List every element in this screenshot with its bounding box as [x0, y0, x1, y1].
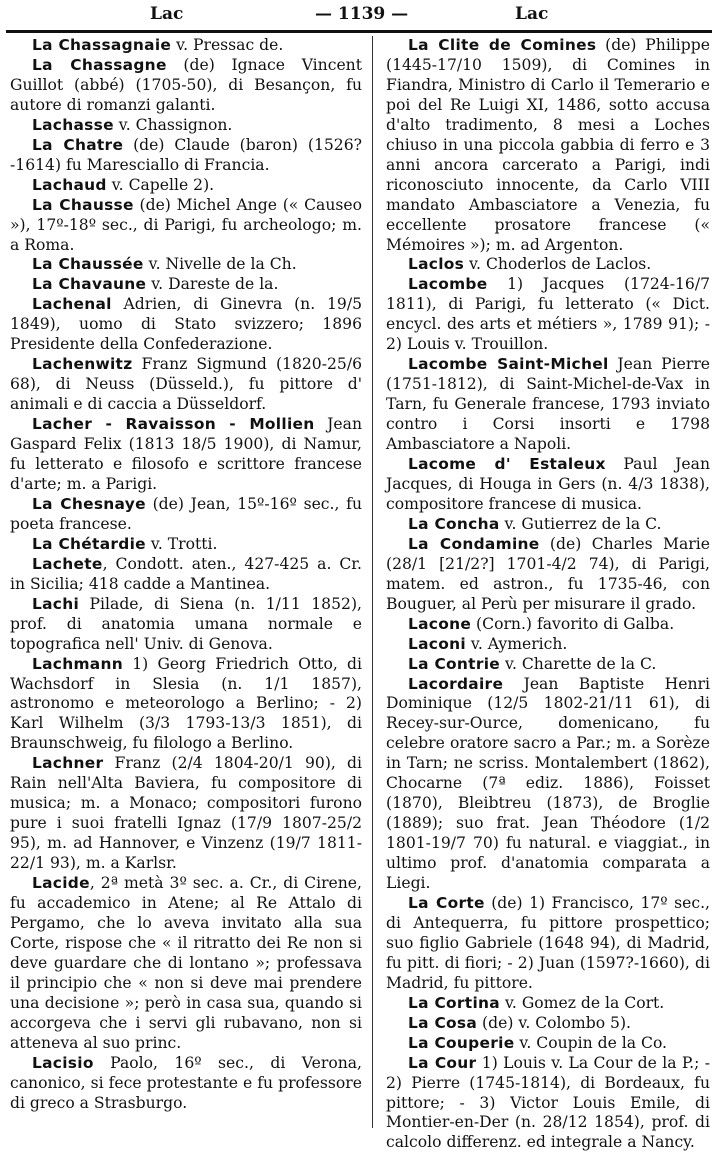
entry-text: (de) Charles Marie (28/1 [21/2?] 1701-4/2 74), di Parigi, matem. ed astron., fu 1735-46, con Bouguer, al Perù per misurare il grado. [386, 534, 710, 613]
entry-headword: Lacombe Saint-Michel [408, 355, 609, 374]
dictionary-entry [10, 595, 362, 655]
dictionary-entry [386, 1014, 710, 1034]
entry-headword: Lacome d' Estaleux [408, 455, 606, 474]
entry-headword: Lacordaire [408, 674, 504, 693]
entry-text: v. Charette de la C. [500, 654, 657, 673]
dictionary-entry [386, 455, 710, 515]
entry-headword: La Contrie [408, 654, 501, 673]
entry-headword: Lacher - Ravaisson - Mollien [32, 415, 315, 434]
dictionary-entry [386, 655, 710, 675]
dictionary-entry [10, 535, 362, 555]
entry-text: Franz Sigmund (1820-25/6 68), di Neuss (Düsseld.), fu pittore d' animali e di caccia a Düsseldorf. [10, 355, 362, 414]
entry-headword: La Clite de Comines [408, 36, 597, 54]
entry-text: Pilade, di Siena (n. 1/11 1852), prof. di anatomia umana normale e topografica nell' Univ. di Genova. [10, 594, 362, 653]
entry-headword: La Chesnaye [32, 494, 146, 513]
entry-headword: La Cortina [408, 993, 500, 1012]
entry-headword: La Couperie [408, 1033, 515, 1052]
entry-text: 1) Louis v. La Cour de la P.; - 2) Pierre (1745-1814), di Bordeaux, fu pittore; - 3) Victor Louis Emile, di Montier-en-Der (n. 28/12 1854), prof. di calcolo differenz. ed integrale a Nancy. [386, 1053, 710, 1152]
entry-text: , 2ª metà 3º sec. a. Cr., di Cirene, fu accademico in Atene; al Re Attalo di Pergamo, che lo aveva invitato alla sua Corte, rispose che « il ritratto dei Re non si deve guardare che di lontano »; professava il principio che « non si deve mai prendere una decisione »; però in casa sua, quando si accorgeva che i servi gli rubavano, non si atteneva al suo princ. [10, 874, 362, 1052]
entry-headword: La Chatre [32, 135, 124, 154]
dictionary-entry [386, 515, 710, 535]
dictionary-entry [10, 295, 362, 355]
dictionary-entry [10, 255, 362, 275]
running-head-right: Lac [515, 4, 549, 24]
entry-headword: Lachi [32, 594, 80, 613]
dictionary-entry [10, 36, 362, 56]
entry-headword: La Condamine [408, 534, 540, 553]
header-rule [6, 30, 712, 33]
entry-text: Franz (2/4 1804-20/1 90), di Rain nell'Alta Baviera, fu compositore di musica; m. a Monaco; compositori furono pure i suoi fratelli Ignaz (17/9 1807-25/2 95), m. ad Hannover, e Vinzenz (19/7 1811-22/1 93), m. a Karlsr. [10, 754, 362, 873]
left-column [10, 36, 362, 1130]
entry-headword: La Chassagne [32, 55, 167, 74]
entry-text: v. Nivelle de la Ch. [143, 255, 297, 274]
entry-text: (de) Ignace Vincent Guillot (abbé) (1705-50), di Besançon, fu autore di romanzi galanti. [10, 55, 362, 114]
dictionary-entry [10, 56, 362, 116]
entry-headword: Lachmann [32, 654, 124, 673]
entry-text: v. Pressac de. [171, 36, 284, 54]
entry-text: (Corn.) favorito di Galba. [471, 614, 675, 633]
entry-headword: Lachete [32, 554, 103, 573]
entry-text: Jean Baptiste Henri Dominique (12/5 1802-21/11 61), di Recey-sur-Ource, domenicano, fu celebre oratore sacro a Par.; m. a Sorèze in Tarn; ne scriss. Montalembert (1862), Chocarne (7ª ediz. 1886), Foisset (1870), Bleibtreu (1873), de Broglie (1889); suo frat. Jean Théodore (1/2 1801-19/7 70) fu natural. e viaggiat., in ultimo prof. d'anatomia comparata a Liegi. [386, 674, 710, 893]
entry-headword: La Chavaune [32, 275, 147, 294]
right-column [386, 36, 711, 1152]
entry-headword: La Chétardie [32, 534, 146, 553]
entry-text: (de) Jean, 15º-16º sec., fu poeta francese. [10, 494, 362, 533]
dictionary-entry [10, 495, 362, 535]
entry-headword: La Concha [408, 514, 500, 533]
entry-text: v. Dareste de la. [146, 275, 279, 294]
dictionary-entry [10, 655, 362, 755]
running-head-left: Lac [150, 4, 184, 24]
dictionary-entry [386, 36, 710, 255]
dictionary-entry [10, 136, 362, 176]
dictionary-entry [10, 176, 362, 196]
entry-text: (de) 1) Francisco, 17º sec., di Antequerra, fu pittore prospettico; suo figlio Gabriele (1648 94), di Madrid, fu pitt. di fiori; - 2) Juan (1597?-1660), di Madrid, fu pittore. [386, 893, 710, 992]
entry-text: v. Coupin de la Co. [514, 1033, 668, 1052]
entry-headword: Laconi [408, 634, 466, 653]
entry-text: v. Choderlos de Laclos. [464, 255, 652, 274]
entry-text: v. Chassignon. [113, 115, 233, 134]
entry-text: Adrien, di Ginevra (n. 19/5 1849), uomo di Stato svizzero; 1896 Presidente della Confederazione. [10, 295, 362, 354]
entry-text: v. Gutierrez de la C. [499, 514, 662, 533]
entry-text: Jean Gaspard Felix (1813 18/5 1900), di Namur, fu letterato e filosofo e scrittore francese d'arte; m. a Parigi. [10, 415, 362, 493]
entry-headword: Lachenal [32, 295, 112, 314]
dictionary-entry [10, 1054, 362, 1114]
dictionary-entry [386, 355, 710, 455]
entry-headword: Lachaud [32, 175, 107, 194]
dictionary-entry [386, 675, 710, 894]
entry-text: (de) Claude (baron) (1526?-1614) fu Maresciallo di Francia. [10, 135, 363, 174]
dictionary-entry [386, 1054, 710, 1153]
entry-text: 1) Georg Friedrich Otto, di Wachsdorf in Slesia (n. 1/1 1857), astronomo e meteorologo a Berlino; - 2) Karl Wilhelm (3/3 1793-13/3 1851), di Braunschweig, fu filologo a Berlino. [10, 654, 362, 753]
dictionary-entry [386, 255, 710, 275]
dictionary-entry [10, 116, 362, 136]
entry-text: Paolo, 16º sec., di Verona, canonico, si fece protestante e fu professore di greco a Strasburgo. [10, 1053, 362, 1112]
dictionary-entry [386, 275, 710, 355]
entry-text: Jean Pierre (1751-1812), di Saint-Michel-de-Vax in Tarn, fu Generale francese, 1793 inviato contro i Corsi insorti e 1798 Ambasciatore a Napoli. [386, 355, 711, 454]
entry-headword: Lacombe [408, 275, 488, 294]
dictionary-entry [10, 555, 362, 595]
entry-text: (de) v. Colombo 5). [477, 1013, 632, 1032]
page-number: — 1139 — [315, 4, 409, 24]
entry-headword: Lachenwitz [32, 355, 133, 374]
entry-text: v. Capelle 2). [106, 175, 215, 194]
entry-headword: Laclos [408, 255, 465, 274]
dictionary-entry [386, 894, 710, 994]
entry-headword: Lachasse [32, 115, 114, 134]
entry-text: (de) Michel Ange (« Causeo »), 17º-18º sec., di Parigi, fu archeologo; m. a Roma. [10, 195, 362, 254]
entry-headword: Lacide [32, 874, 90, 893]
entry-headword: La Chassagnaie [32, 36, 172, 54]
dictionary-entry [386, 535, 710, 615]
dictionary-entry [10, 196, 362, 256]
dictionary-entry [386, 635, 710, 655]
entry-headword: La Cosa [408, 1013, 478, 1032]
dictionary-entry [10, 754, 362, 874]
entry-headword: La Corte [408, 893, 485, 912]
dictionary-entry [10, 355, 362, 415]
entry-text: Paul Jean Jacques, di Houga in Gers (n. 4/3 1838), compositore francese di musica. [386, 455, 710, 513]
entry-headword: Lacone [408, 614, 472, 633]
dictionary-entry [10, 275, 362, 295]
column-divider [372, 36, 373, 1128]
dictionary-entry [386, 615, 710, 635]
entry-text: v. Gomez de la Cort. [500, 993, 665, 1012]
dictionary-entry [10, 874, 362, 1054]
entry-headword: Lacisio [32, 1053, 94, 1072]
entry-text: (de) Philippe (1445-17/10 1509), di Comines in Fiandra, Ministro di Carlo il Temerario e poi del Re Luigi XI, 1486, sotto accusa d'alto tradimento, 8 mesi a Loches chiuso in una piccola gabbia di ferro e 3 anni ancora carcerato a Parigi, indi riconosciuto innocente, da Carlo VIII mandato Ambasciatore a Venezia, fu eccellente prosatore francese (« Mémoires »); m. ad Argenton. [386, 36, 710, 254]
entry-text: v. Aymerich. [465, 634, 568, 653]
page-header [0, 0, 718, 30]
entry-headword: La Cour [408, 1053, 477, 1072]
entry-text: 1) Jacques (1724-16/7 1811), di Parigi, fu letterato (« Dict. encycl. des arts et métiers », 1789 91); - 2) Louis v. Trouillon. [386, 275, 710, 354]
entry-headword: La Chaussée [32, 255, 144, 274]
dictionary-entry [386, 1034, 710, 1054]
dictionary-entry [386, 994, 710, 1014]
dictionary-entry [10, 415, 362, 495]
entry-headword: Lachner [32, 754, 104, 773]
entry-text: , Condott. aten., 427-425 a. Cr. in Sicilia; 418 cadde a Mantinea. [10, 554, 362, 593]
entry-headword: La Chausse [32, 195, 134, 214]
entry-text: v. Trotti. [145, 534, 218, 553]
